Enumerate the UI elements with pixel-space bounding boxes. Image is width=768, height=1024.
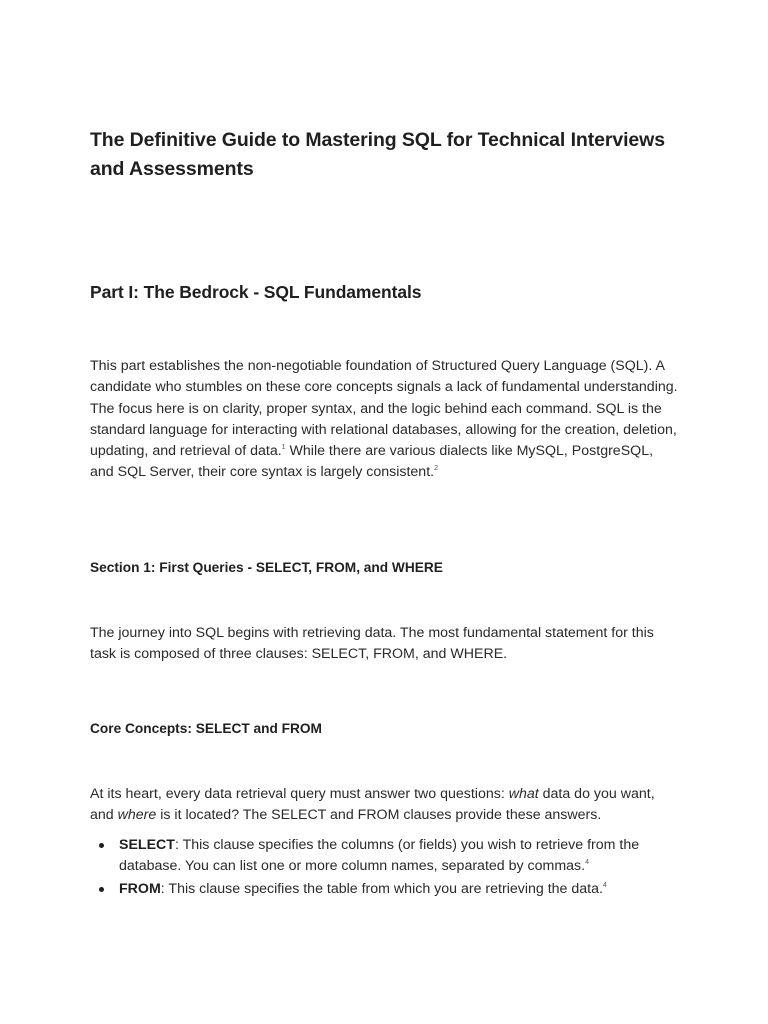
emphasis-what: what xyxy=(508,786,539,802)
footnote-ref-1[interactable]: 1 xyxy=(281,444,286,452)
core-concepts-heading: Core Concepts: SELECT and FROM xyxy=(90,721,322,736)
bullet-text: : This clause specifies the columns (or fields) you wish to retrieve from the database. You can list one or more column names, separated by commas. xyxy=(119,837,640,875)
intro-text-2: While there are various dialects like MySQL, PostgreSQL, and SQL Server, their core syntax is largely consistent. xyxy=(90,443,654,481)
paragraph-text: is it located? The SELECT and FROM clauses provide these answers. xyxy=(156,807,602,824)
bullet-term: SELECT xyxy=(119,837,175,853)
footnote-ref-2[interactable]: 2 xyxy=(434,465,438,473)
list-item-from xyxy=(90,879,680,900)
document-title: The Definitive Guide to Mastering SQL for Technical Interviews and Assessments xyxy=(90,129,665,180)
intro-text-1: This part establishes the non-negotiable foundation of Structured Query Language (SQL). A candidate who stumbles on these core concepts signals a lack of fundamental understanding. The focus here is on clarity, proper syntax, and the logic behind each command. SQL is the standard language for interacting with relational databases, allowing for the creation, deletion, updating, and retrieval of data. xyxy=(90,358,678,460)
footnote-ref-4[interactable]: 4 xyxy=(602,881,607,889)
section-1-paragraph: The journey into SQL begins with retrieving data. The most fundamental statement for this task is composed of three clauses: SELECT, FROM, and WHERE. xyxy=(90,625,654,663)
bullet-icon xyxy=(99,843,104,848)
core-concepts-paragraph xyxy=(90,784,680,827)
clause-bullet-list xyxy=(90,835,680,901)
footnote-ref-4[interactable]: 4 xyxy=(585,859,589,867)
bullet-term: FROM xyxy=(119,880,161,897)
part-heading: Part I: The Bedrock - SQL Fundamentals xyxy=(90,282,422,302)
intro-paragraph xyxy=(90,356,680,484)
list-item-select xyxy=(90,835,680,878)
emphasis-where: where xyxy=(117,807,157,824)
bullet-text: : This clause specifies the table from which you are retrieving the data. xyxy=(160,880,603,897)
bullet-icon xyxy=(99,887,104,892)
section-1-heading: Section 1: First Queries - SELECT, FROM, and WHERE xyxy=(90,560,443,575)
paragraph-text: At its heart, every data retrieval query must answer two questions: xyxy=(90,786,509,802)
paragraph-text: data do you want, and xyxy=(90,786,655,824)
